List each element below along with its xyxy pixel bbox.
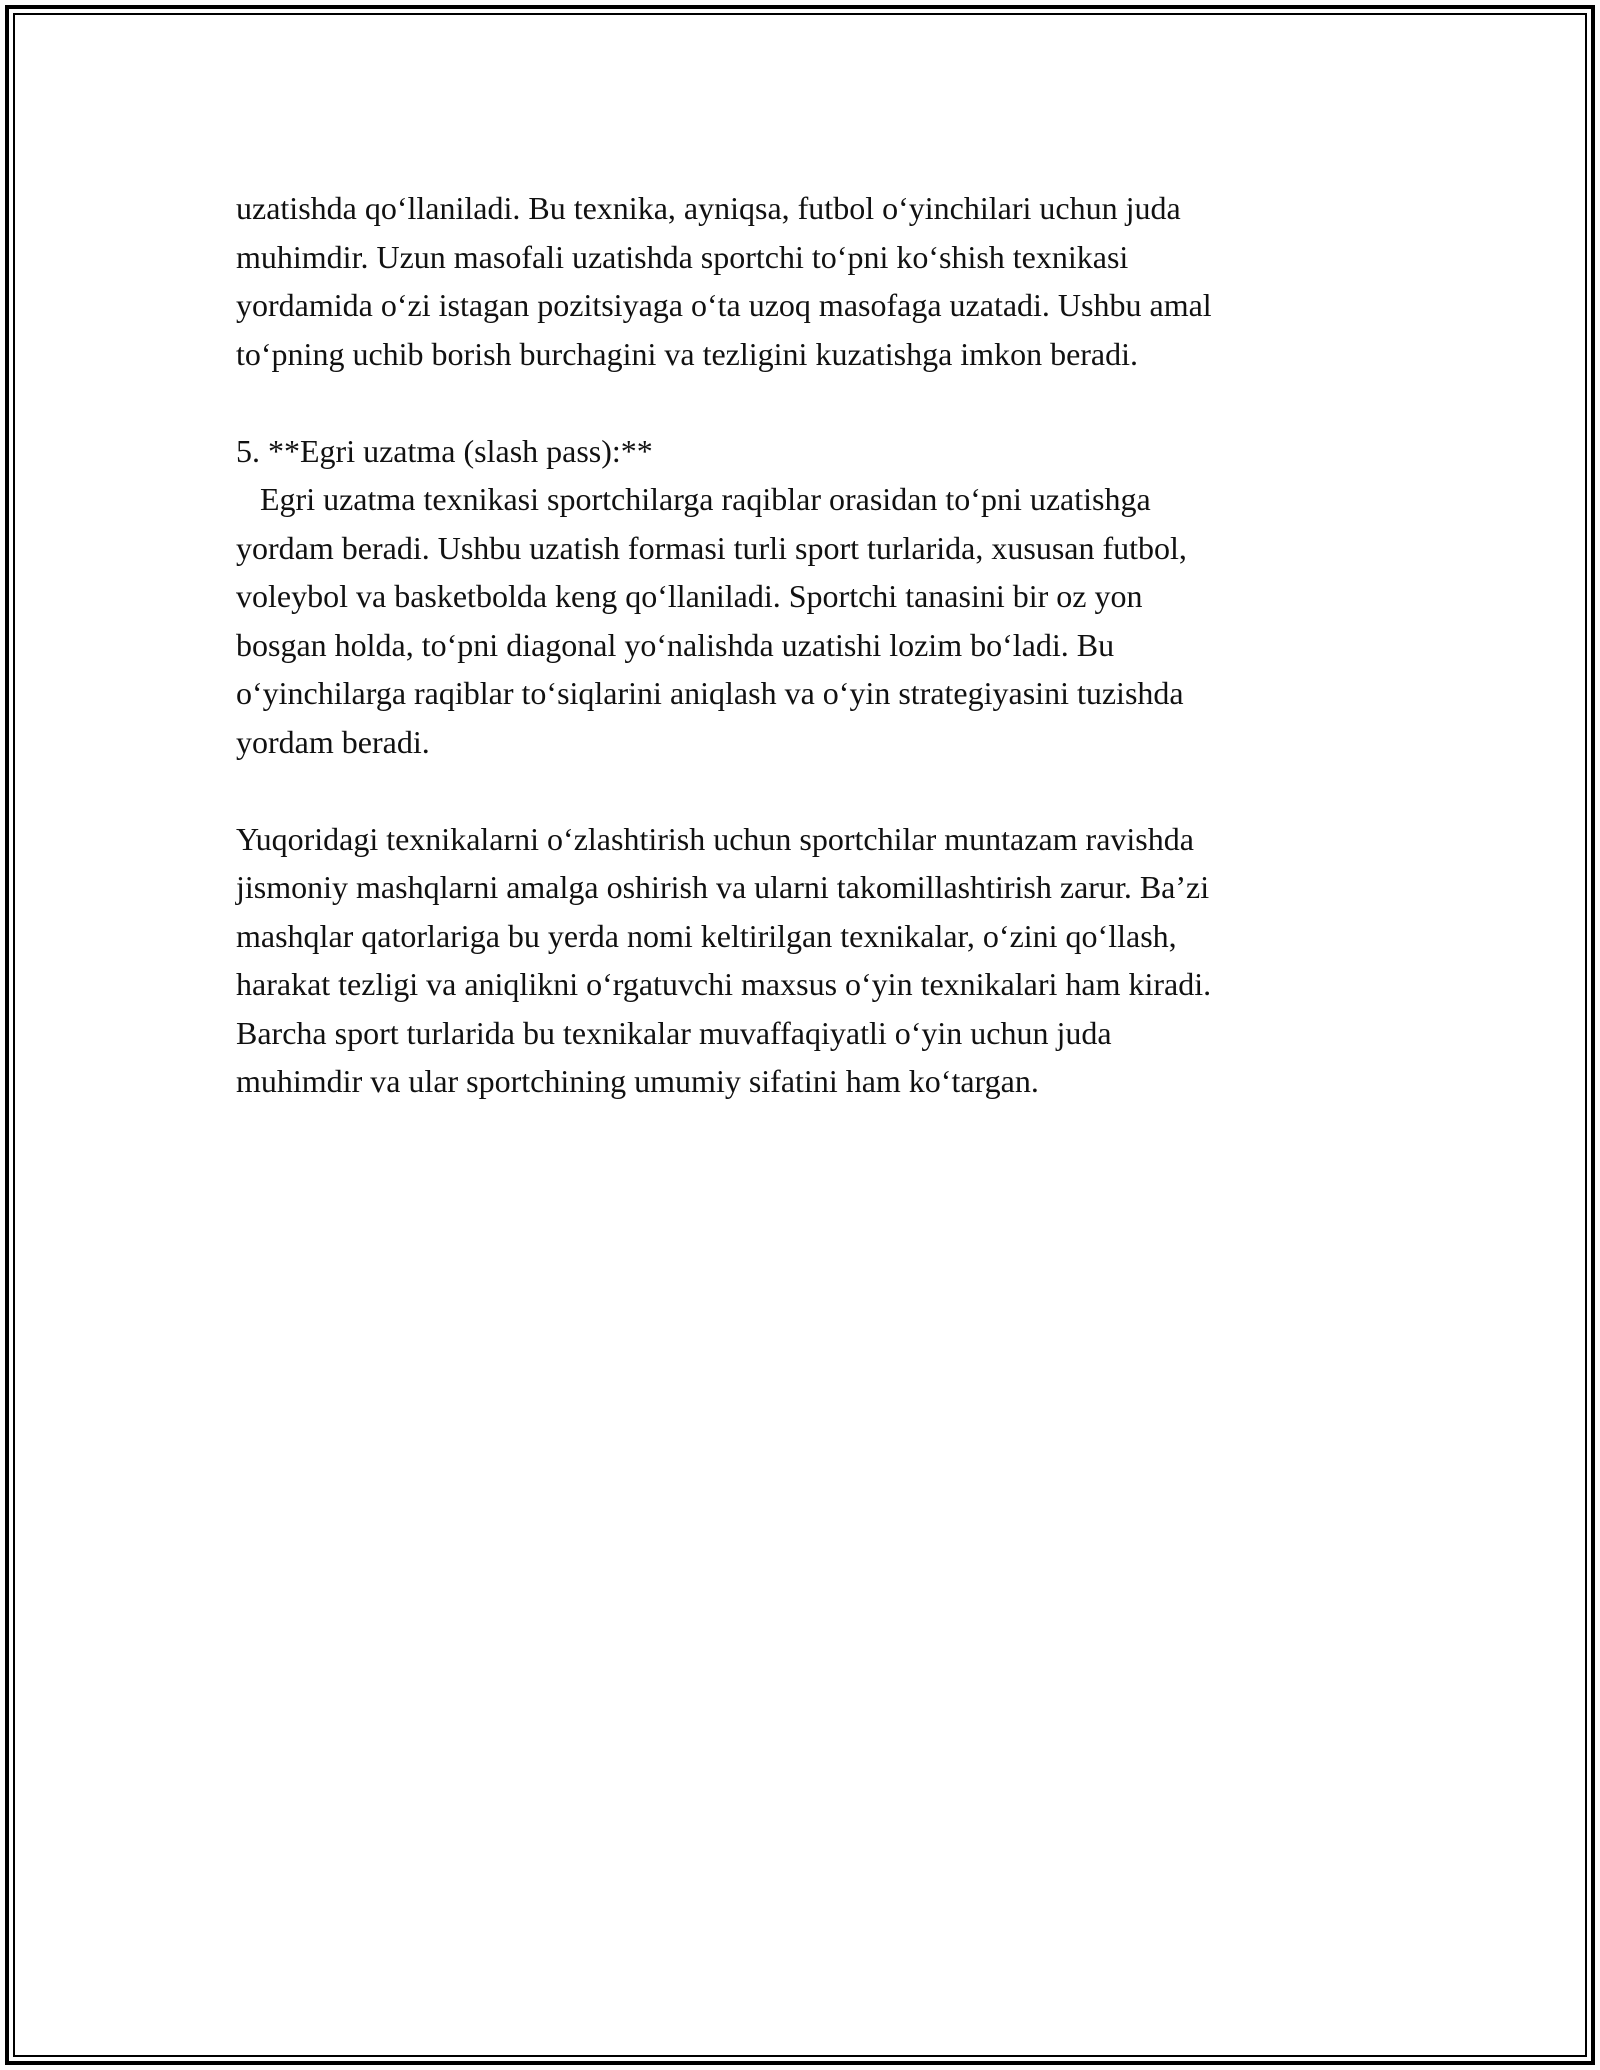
document-body xyxy=(236,184,1416,1106)
text-line: yordam beradi. Ushbu uzatish formasi turli sport turlarida, xususan futbol, xyxy=(236,529,1187,566)
paragraph-continuation xyxy=(236,184,1416,378)
section-egri-uzatma xyxy=(236,427,1416,767)
text-line: Barcha sport turlarida bu texnikalar muvaffaqiyatli o‘yin uchun juda xyxy=(236,1014,1112,1051)
paragraph-spacer xyxy=(236,766,1416,815)
paragraph-spacer xyxy=(236,378,1416,427)
text-line: jismoniy mashqlarni amalga oshirish va ularni takomillashtirish zarur. Ba’zi xyxy=(236,869,1210,905)
text-line: yordamida o‘zi istagan pozitsiyaga o‘ta uzoq masofaga uzatadi. Ushbu amal xyxy=(236,287,1212,323)
text-line: Yuqoridagi texnikalarni o‘zlashtirish uchun sportchilar muntazam ravishda xyxy=(236,820,1194,857)
text-line: to‘pning uchib borish burchagini va tezligini kuzatishga imkon beradi. xyxy=(236,335,1139,372)
text-line: muhimdir va ular sportchining umumiy sifatini ham ko‘targan. xyxy=(236,1063,1039,1099)
paragraph-conclusion xyxy=(236,815,1416,1106)
text-line: mashqlar qatorlariga bu yerda nomi keltirilgan texnikalar, o‘zini qo‘llash, xyxy=(236,917,1177,954)
text-line: uzatishda qo‘llaniladi. Bu texnika, ayniqsa, futbol o‘yinchilari uchun juda xyxy=(236,190,1181,226)
text-line: harakat tezligi va aniqlikni o‘rgatuvchi maxsus o‘yin texnikalari ham kiradi. xyxy=(236,966,1212,1002)
text-line: o‘yinchilarga raqiblar to‘siqlarini aniqlash va o‘yin strategiyasini tuzishda xyxy=(236,675,1184,711)
text-line: voleybol va basketbolda keng qo‘llaniladi. Sportchi tanasini bir oz yon xyxy=(236,578,1143,614)
text-line: yordam beradi. xyxy=(236,723,430,760)
section-heading: 5. **Egri uzatma (slash pass):** xyxy=(236,432,653,469)
text-line: bosgan holda, to‘pni diagonal yo‘nalishda uzatishi lozim bo‘ladi. Bu xyxy=(236,626,1115,663)
text-line: Egri uzatma texnikasi sportchilarga raqiblar orasidan to‘pni uzatishga xyxy=(236,481,1151,517)
text-line: muhimdir. Uzun masofali uzatishda sportchi to‘pni ko‘shish texnikasi xyxy=(236,238,1129,275)
